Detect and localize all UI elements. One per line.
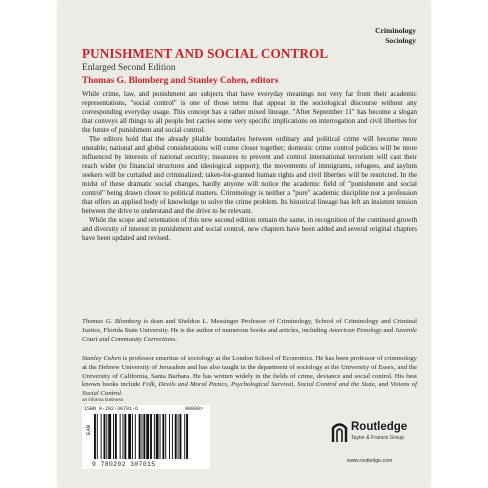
barcode-bar [135,414,136,459]
bio-end: . [120,390,123,398]
bio-book-2: Visions of Social Control [82,381,418,398]
publisher-group: Taylor & Francis Group [351,435,405,441]
barcode-bar [165,414,166,459]
barcode-bar [186,414,188,459]
barcode-bar [120,414,121,459]
barcode-digits: 9 780202 307015 [92,461,156,468]
barcode-bar [143,414,145,459]
barcode-bar [101,414,102,459]
price-code: 90000> [185,406,204,412]
barcode-bar [178,414,179,459]
barcode-bar [150,414,152,459]
blurb-paragraph-1: While crime, law, and punishment are subjects that have everyday meanings not very far from their academic representations, "social control" is one of those terms that appear in the sociological discourse without any corresponding everyday usage. This concept has a rather mixed lineage. "After September 11" has become a slogan that conveys all things to all people but carries some very specific implications on interrogation and civil liberties for the future of punishment and social control. [82,90,417,134]
barcode-bar [108,414,111,459]
book-editors: Thomas G. Blomberg and Stanley Cohen, editors [82,76,279,86]
blurb-paragraph-2: The editors hold that the already pliable boundaries between ordinary and political crime will become more unstable; national and global considerations will come closer together; domestic crime control policies will be more influenced by interests of national security; measures to prevent and control international terrorism will cast their reach wider (to financial structures and ideological support); the movements of immigrants, refugees, and asylum seekers will be curtailed and criminalized; taken-for-granted human rights and civil liberties will be restricted. In the midst of these dramatic social changes, hardly anyone will notice the academic field of "punishment and social control" being drawn closer to political matters. Criminology is neither a "pure" academic discipline nor a profession that offers an applied body of knowledge to solve the crime problem. Its historical lineage has left an insistent tension between the drive to understand and the drive to be relevant. [82,135,417,215]
barcode-bar [124,414,126,459]
barcode-bar [172,414,173,459]
subject-sociology: Sociology [385,35,416,45]
barcode-bar [169,414,170,459]
informa-tagline: an informa business [82,397,124,402]
barcode-bar [123,414,124,459]
barcode-bar [162,414,164,459]
barcode-bar [146,414,149,459]
subject-categories [375,26,416,45]
barcode-bar [132,414,133,459]
barcode-bar [184,414,185,459]
ean-label: EAN [85,425,92,435]
barcode-bar [160,414,161,459]
bio-book-1: American Penology [328,326,382,334]
barcode-bar [142,414,143,459]
book-title: PUNISHMENT AND SOCIAL CONTROL [82,46,329,61]
bio-book-1: Folk, Devils and Moral Panics, Psychological Survival, Social Control and the State [142,381,375,389]
bio-conjunction: and [381,326,395,334]
barcode-bar [106,414,107,459]
publisher-name: Routledge [351,421,408,433]
routledge-house-icon [331,420,348,444]
barcode-bar [180,414,182,459]
publisher-logo [331,420,421,460]
barcode-bar [97,414,98,459]
bio-end: . [175,335,177,343]
editor-bio-blomberg [82,318,417,344]
bio-name: Thomas G. Blomberg [82,318,141,325]
bio-name: Stanley Cohen [82,355,121,362]
barcode-bar [139,414,141,459]
barcode-bar [128,414,131,459]
bio-conjunction: , and [374,381,391,389]
editor-bio-cohen [82,355,417,399]
barcode-bar [115,414,117,459]
bio-text: is dean and Sheldon L. Messinger Professor of Criminology, School of Criminology and Criminal Justice, Florida State University. He is the author of numerous books and articles, including [82,318,417,334]
barcode-bar [104,414,106,459]
barcode-bar [154,414,155,459]
barcode-bar [156,414,159,459]
barcode-bar [175,414,177,459]
bio-text: is professor emeritus of sociology at the London School of Economics. He has been professor of criminology at the Hebrew University of Jerusalem and has also taught in the department of sociology at the University of Essex, and the University of California, Santa Barbara. He has written widely in the fields of crime, deviance and social control. His best known books include [82,355,417,389]
book-edition: Enlarged Second Edition [82,63,176,73]
isbn-text [84,406,203,412]
blurb-paragraph-3: While the scope and orientation of this new second edition remain the same, in recognition of the continued growth and diversity of interest in punishment and social control, new chapters have been added and several original chapters have been updated and revised. [82,216,417,242]
barcode-bar [113,414,114,459]
isbn-number: ISBN 0-202-30701-6 [84,406,139,412]
blurb [82,90,417,243]
back-cover [58,0,430,488]
bio-book-2: Juvenile Court and Community Corrections [82,326,417,343]
barcode-icon [94,414,202,459]
publisher-website: www.routledge.com [347,458,393,464]
barcode-label [82,405,210,469]
subject-criminology: Criminology [375,26,416,35]
barcode-bar [94,414,96,459]
